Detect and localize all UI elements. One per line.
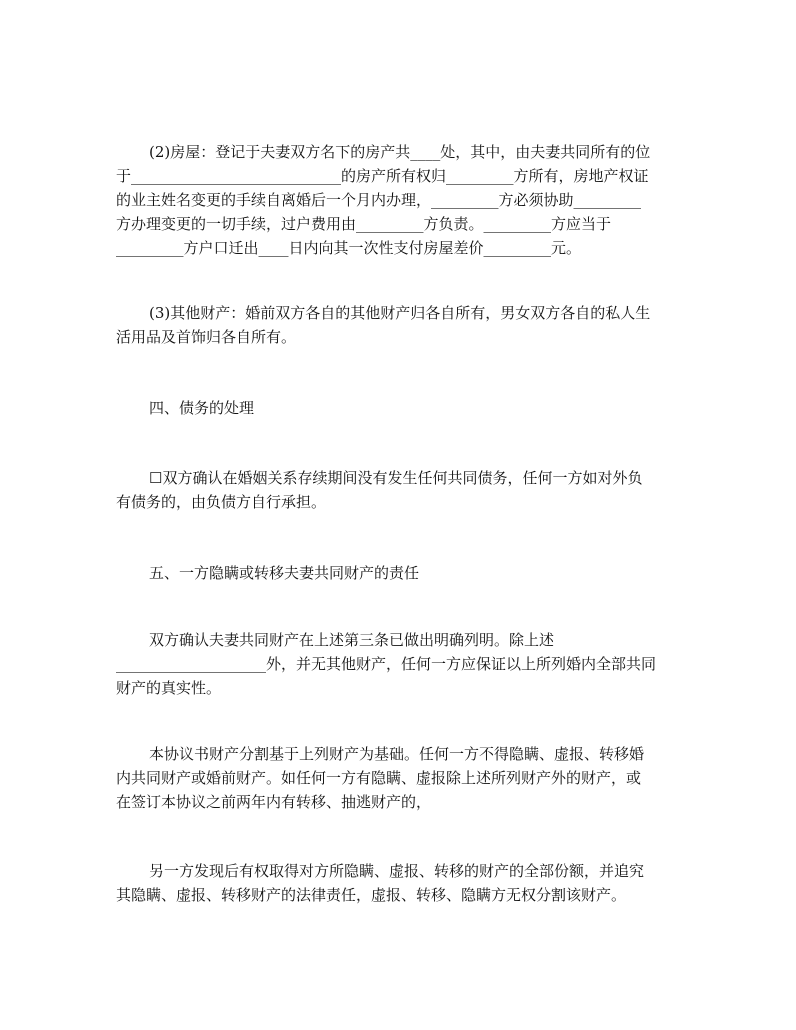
text-line: 活用品及首饰归各自所有。 [116,328,297,346]
debt-paragraph [116,466,676,514]
section5-heading: 五、一方隐瞒或转移夫妻共同财产的责任 [149,564,420,582]
text-line: _________方户口迁出____日内向其一次性支付房屋差价_________元。 [116,239,582,257]
text-line: (2)房屋：登记于夫妻双方名下的房产共____处，其中，由夫妻共同所有的位 [149,143,651,161]
basis-paragraph [116,742,676,814]
text-line: 财产的真实性。 [116,679,222,697]
text-line: 在签订本协议之前两年内有转移、抽逃财产的， [116,793,432,811]
disclosure-paragraph [116,628,676,700]
text-line: ☐双方确认在婚姻关系存续期间没有发生任何共同债务，任何一方如对外负 [149,469,643,487]
text-line: 内共同财产或婚前财产。如任何一方有隐瞒、虚报除上述所列财产外的财产，或 [116,769,642,787]
section4-heading: 四、债务的处理 [149,399,255,417]
text-line: 本协议书财产分割基于上列财产为基础。任何一方不得隐瞒、虚报、转移婚 [149,745,645,763]
text-line: ____________________外，并无其他财产，任何一方应保证以上所列婚内全部共同 [116,655,657,673]
text-line: 方办理变更的一切手续，过户费用由_________方负责。_________方应当于 [116,215,612,233]
other-property-paragraph [116,301,676,349]
text-line: 于____________________________的房产所有权归_________方所有，房地产权证 [116,167,649,185]
text-line: (3)其他财产：婚前双方各自的其他财产归各自所有，男女双方各自的私人生 [149,304,651,322]
text-line: 有债务的，由负债方自行承担。 [116,493,327,511]
text-line: 另一方发现后有权取得对方所隐瞒、虚报、转移的财产的全部份额，并追究 [149,862,645,880]
text-line: 的业主姓名变更的手续自离婚后一个月内办理，_________方必须协助_________ [116,191,642,209]
house-paragraph [116,140,676,260]
liability-paragraph [116,859,676,907]
text-line: 双方确认夫妻共同财产在上述第三条已做出明确列明。除上述 [149,631,555,649]
text-line: 其隐瞒、虚报、转移财产的法律责任，虚报、转移、隐瞒方无权分割该财产。 [116,886,627,904]
